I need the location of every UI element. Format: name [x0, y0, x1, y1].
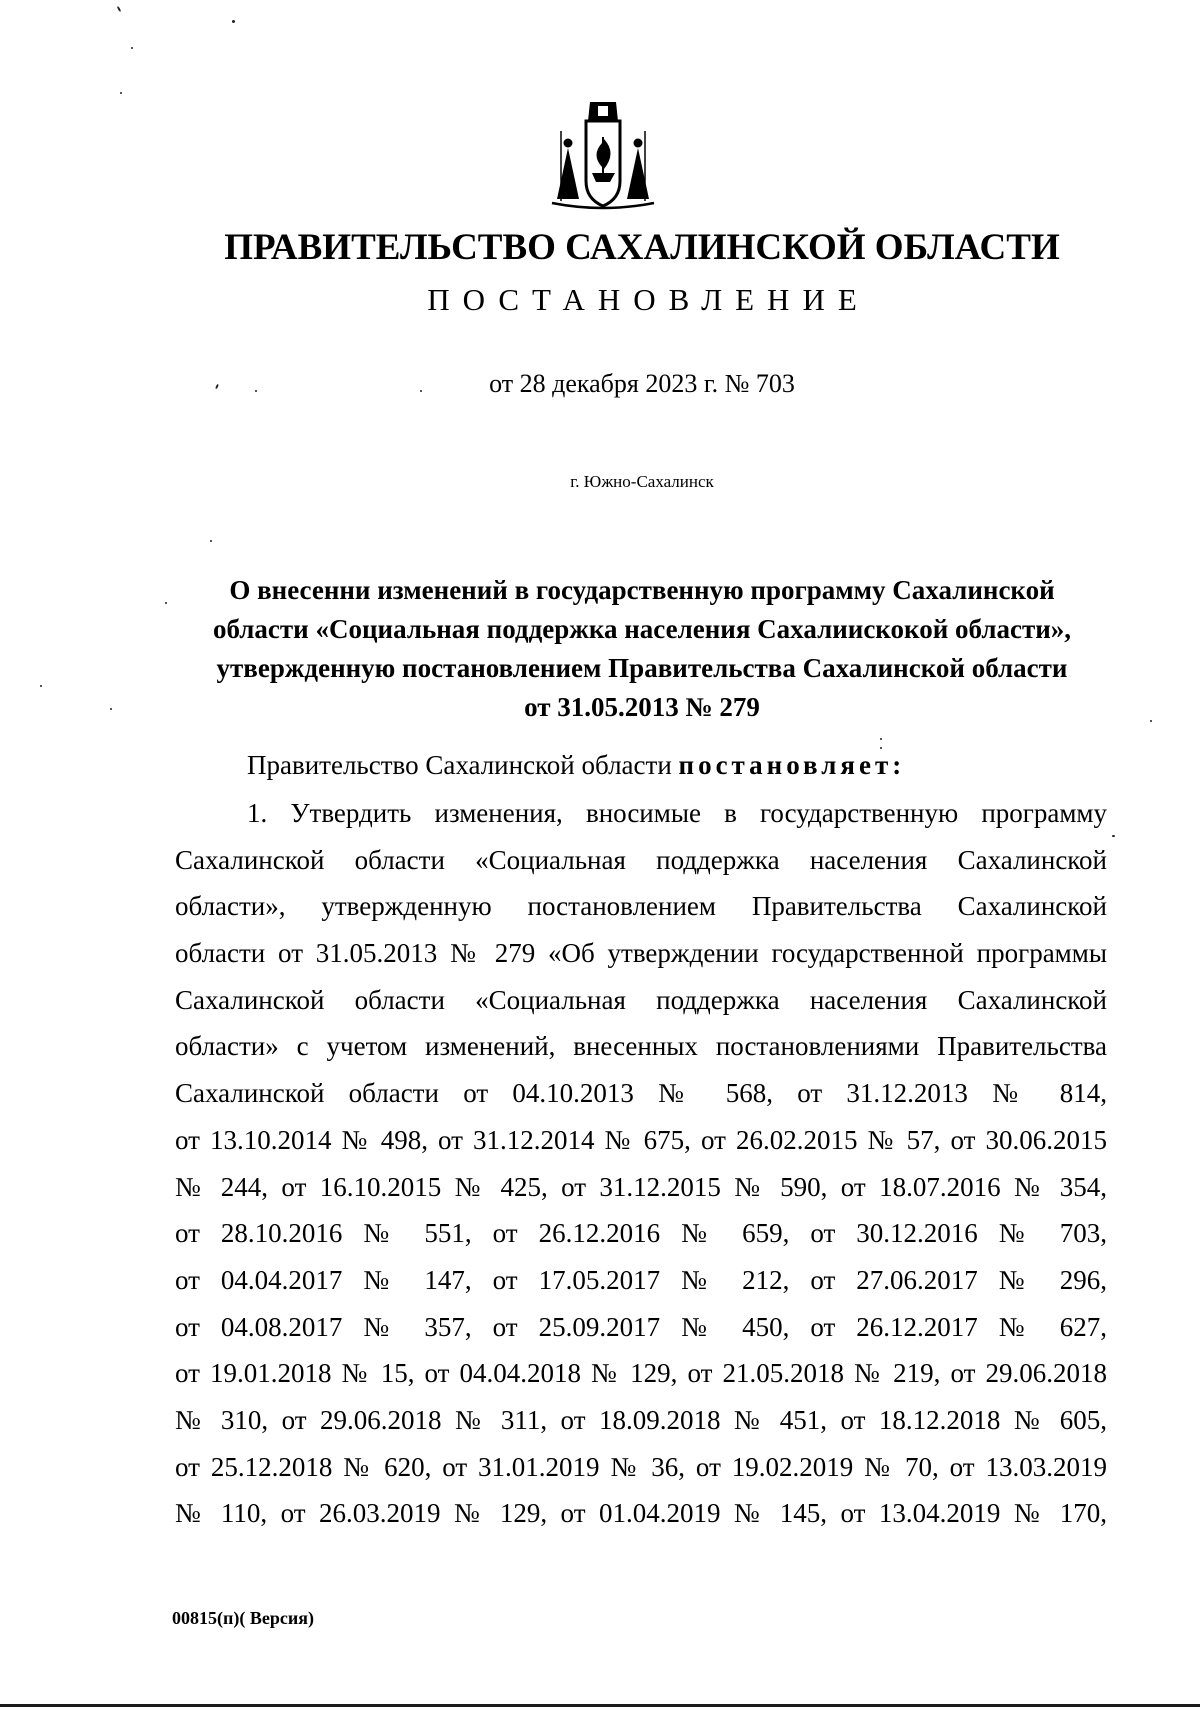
paragraph-line: № 244, от 16.10.2015 № 425, от 31.12.2015 № 590, от 18.07.2016 № 354, — [175, 1171, 1107, 1202]
scan-speck — [210, 540, 212, 542]
organization-title: ПРАВИТЕЛЬСТВО САХАЛИНСКОЙ ОБЛАСТИ — [224, 227, 1060, 268]
paragraph-line: от 04.04.2017 № 147, от 17.05.2017 № 212, от 27.06.2017 № 296, — [175, 1264, 1107, 1295]
scan-speck — [165, 602, 167, 604]
paragraph-line: 1. Утвердить изменения, вносимые в государственную программу — [247, 798, 1107, 828]
paragraph-line: от 28.10.2016 № 551, от 26.12.2016 № 659, от 30.12.2016 № 703, — [175, 1218, 1107, 1249]
document-city: г. Южно-Сахалинск — [570, 472, 714, 491]
paragraph-line: Сахалинской области от 04.10.2013 № 568, от 31.12.2013 № 814, — [175, 1078, 1107, 1109]
title-line: О внесенни изменений в государственную программу Сахалинской — [229, 575, 1055, 605]
title-line: утвержденную постановлением Правительства Сахалинской области — [216, 653, 1068, 683]
paragraph-line: от 25.12.2018 № 620, от 31.01.2019 № 36, от 19.02.2019 № 70, от 13.03.2019 — [175, 1451, 1107, 1482]
document-title — [84, 571, 1200, 727]
scan-speck — [880, 738, 882, 740]
title-line: области «Социальная поддержка населения Сахалиискокой области», — [212, 614, 1072, 644]
scan-speck — [232, 20, 235, 23]
document-type: ПОСТАНОВЛЕНИЕ — [427, 282, 870, 317]
paragraph-line: № 310, от 29.06.2018 № 311, от 18.09.2018 № 451, от 18.12.2018 № 605, — [175, 1404, 1107, 1435]
preamble-verb: постановляет: — [678, 750, 906, 780]
scan-speck — [110, 708, 112, 710]
coat-of-arms-icon — [548, 101, 658, 213]
document-version-code: 00815(п)( Версия) — [172, 1608, 314, 1628]
scan-speck — [120, 92, 122, 94]
paragraph-line: области», утвержденную постановлением Правительства Сахалинской — [175, 891, 1107, 922]
paragraph-line: от 13.10.2014 № 498, от 31.12.2014 № 675, от 26.02.2015 № 57, от 30.06.2015 — [175, 1124, 1107, 1155]
paragraph-line: области» с учетом изменений, внесенных постановлениями Правительства — [175, 1031, 1107, 1062]
paragraph-line: от 04.08.2017 № 357, от 25.09.2017 № 450, от 26.12.2017 № 627, — [175, 1311, 1107, 1342]
paragraph-line: области от 31.05.2013 № 279 «Об утверждении государственной программы — [175, 938, 1107, 969]
scan-speck — [117, 6, 122, 12]
paragraph-line: Сахалинской области «Социальная поддержка населения Сахалинской — [175, 844, 1107, 875]
paragraph-1 — [175, 790, 1107, 1537]
scan-speck — [40, 685, 42, 687]
scan-speck — [1112, 835, 1115, 837]
paragraph-line: № 110, от 26.03.2019 № 129, от 01.04.2019 № 145, от 13.04.2019 № 170, — [175, 1498, 1107, 1529]
title-line: от 31.05.2013 № 279 — [524, 692, 760, 722]
paragraph-line: Сахалинской области «Социальная поддержка населения Сахалинской — [175, 984, 1107, 1015]
preamble — [247, 742, 905, 789]
scan-speck — [420, 390, 422, 392]
paragraph-line: от 19.01.2018 № 15, от 04.04.2018 № 129, от 21.05.2018 № 219, от 29.06.2018 — [175, 1358, 1107, 1389]
scan-speck — [255, 390, 257, 392]
scan-speck — [131, 47, 133, 49]
scan-speck — [1150, 720, 1152, 722]
document-date-number: от 28 декабря 2023 г. № 703 — [489, 369, 795, 398]
preamble-lead: Правительство Сахалинской области — [247, 750, 672, 780]
scan-speck — [880, 747, 882, 749]
scan-edge-line — [0, 1704, 1200, 1707]
